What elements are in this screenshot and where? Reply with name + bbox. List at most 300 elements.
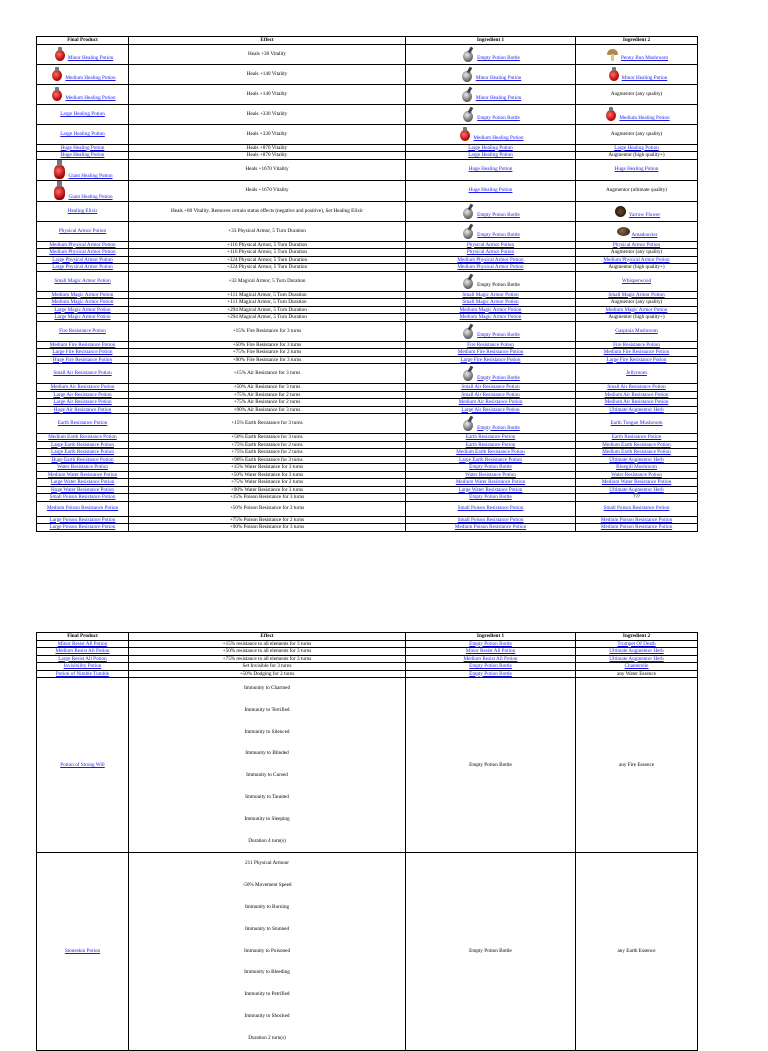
header-ingredient-1: Ingredient 1 [406,633,576,641]
ingredient-2-cell [576,524,698,532]
ingredient-2-link[interactable]: Ultimate Augmentor Herb [609,655,664,662]
table-row [37,291,698,299]
final-product-cell [37,159,129,180]
ingredient-2-text: Augmentor (high quality+) [608,314,665,320]
ingredient-2-link[interactable]: Large Fire Resistance Potion [606,356,667,363]
table-row [37,399,698,407]
final-product-link[interactable]: Large Resist All Potion [58,655,107,662]
ingredient-2-link[interactable]: Bluegill Mushroom [616,464,657,470]
effect-cell: +294 Magical Armor, 5 Turn Duration [129,306,406,314]
ingredient-1-link[interactable]: Empty Potion Bottle [477,424,520,431]
ingredient-2-link[interactable]: Jellyroom [626,370,647,377]
empty-bottle-icon [461,107,476,122]
final-product-link[interactable]: Medium Fire Resistance Potion [49,341,116,348]
effect-cell: +50% Earth Resistance for 3 turns [129,434,406,442]
ingredient-2-text: ??? [633,494,640,500]
ingredient-2-cell [576,256,698,264]
final-product-link[interactable]: Physical Armor Potion [58,227,107,234]
empty-bottle-icon [461,47,476,62]
empty-bottle-icon [460,87,475,102]
final-product-cell [37,341,129,349]
final-product-link[interactable]: Large Fire Resistance Potion [52,349,113,355]
ingredient-1-link[interactable]: Huge Healing Potion [468,187,513,194]
final-product-link[interactable]: Large Healing Potion [60,130,105,137]
ingredient-1-link[interactable]: Empty Potion Bottle [477,55,520,61]
table-row [37,384,698,392]
ingredient-2-cell [576,464,698,472]
final-product-link[interactable]: Large Healing Potion [60,110,105,117]
effect-line: 211 Physical Armour [245,860,289,867]
effect-line: Immunity to Petrified [244,991,290,998]
ingredient-1-cell [406,441,576,449]
final-product-cell [37,516,129,524]
empty-bottle-icon [460,67,475,82]
ingredient-2-link[interactable]: Small Air Resistance Potion [607,384,666,390]
ingredient-1-cell [406,221,576,241]
ingredient-1-cell [406,456,576,464]
final-product-link[interactable]: Water Resistance Potion [57,464,108,470]
final-product-cell [37,44,129,64]
ingredient-1-cell [406,264,576,272]
ingredient-1-cell [406,670,576,678]
ingredient-1-link[interactable]: Large Fire Resistance Potion [460,356,521,363]
final-product-link[interactable]: Healing Elixir [67,207,98,214]
table-row [37,314,698,322]
giant-potion-icon [52,160,67,180]
ingredient-1-cell [406,241,576,249]
ingredient-1-link[interactable]: Empty Potion Bottle [469,640,512,647]
final-product-link[interactable]: Large Water Resistance Potion [50,479,115,485]
final-product-link[interactable]: Invisibility Potion [63,663,102,669]
ingredient-2-cell [576,479,698,487]
ingredient-2-cell [576,384,698,392]
ingredient-1-cell [406,663,576,671]
final-product-cell [37,464,129,472]
ingredient-1-link[interactable]: Small Magic Armor Potion [462,291,519,298]
final-product-cell [37,853,129,1050]
ingredient-2-link[interactable]: Water Resistance Potion [611,471,662,478]
effect-cell: +75% Air Resistance for 2 turns [129,399,406,407]
table-row [37,486,698,494]
ingredient-1-link[interactable]: Huge Healing Potion [468,166,513,173]
ingredient-1-link[interactable]: Large Healing Potion [468,152,513,158]
ingredient-1-link[interactable]: Small Air Resistance Potion [461,384,520,390]
ingredient-1-cell [406,44,576,64]
ingredient-2-link[interactable]: Chanterelle [624,663,649,669]
final-product-cell [37,655,129,663]
table-row [37,678,698,853]
ingredient-2-link[interactable]: Medium Air Resistance Potion [604,391,669,398]
effect-line: -50% Movement Speed [242,882,292,889]
final-product-link[interactable]: Medium Air Resistance Potion [50,384,115,390]
ingredient-1-link[interactable]: Empty Potion Bottle [477,232,520,238]
ingredient-2-link[interactable]: Medium Poison Resistance Potion [600,524,673,530]
ingredient-1-link[interactable]: Empty Potion Bottle [477,374,520,381]
effect-cell: +116 Physical Armor, 5 Turn Duration [129,241,406,249]
final-product-cell [37,201,129,221]
effect-cell: +90% Air Resistance for 3 turns [129,406,406,414]
final-product-link[interactable]: Small Poison Resistance Potion [49,494,116,500]
effect-cell: Heals +1670 Vitality [129,159,406,180]
header-final-product: Final Product [37,37,129,45]
giant-potion-icon [52,181,67,201]
final-product-cell [37,399,129,407]
ingredient-1-link[interactable]: Empty Potion Bottle [477,115,520,121]
ingredient-2-cell [576,299,698,307]
final-product-cell [37,221,129,241]
ingredient-2-text: Augmentor (any quality) [610,249,663,255]
ingredient-1-link[interactable]: Large Air Resistance Potion [461,406,520,413]
table-row [37,84,698,104]
ingredient-2-cell [576,501,698,516]
ingredient-2-cell [576,314,698,322]
ingredient-2-link[interactable]: Penny Bun Mushroom [621,55,668,61]
ingredient-2-link[interactable]: Whisperwood [621,277,652,284]
ingredient-2-link[interactable]: Medium Healing Potion [619,115,670,121]
final-product-cell [37,406,129,414]
ingredient-2-cell [576,364,698,384]
final-product-link[interactable]: Large Air Resistance Potion [53,391,112,398]
final-product-cell [37,299,129,307]
final-product-link[interactable]: Small Magic Armor Potion [54,277,111,284]
effect-cell: +75% Earth Resistance for 2 turns [129,441,406,449]
final-product-link[interactable]: Medium Magic Armor Potion [51,291,114,298]
ingredient-1-link[interactable]: Minor Healing Potion [475,95,522,101]
header-final-product: Final Product [37,633,129,641]
table-row [37,456,698,464]
ingredient-1-link[interactable]: Small Magic Armor Potion [462,299,519,305]
effect-cell: +75% Fire Resistance for 2 turns [129,349,406,357]
ingredient-1-link[interactable]: Medium Physical Armor Potion [457,256,524,263]
effect-line: Immunity to Blinded [245,750,289,757]
ingredient-2-link[interactable]: Medium Earth Resistance Potion [602,441,671,448]
table-row [37,124,698,144]
effect-cell: Heals +80 Vitality. Removes certain status effects (negative and positive), Set Healing Elixir [129,201,406,221]
ingredient-1-cell [406,291,576,299]
final-product-link[interactable]: Large Magic Armor Potion [54,306,111,313]
final-product-link[interactable]: Fire Resistance Potion [59,327,106,334]
ingredient-2-cell [576,434,698,442]
ingredient-1-link[interactable]: Medium Healing Potion [473,135,524,141]
final-product-link[interactable]: Large Poison Resistance Potion [49,524,116,530]
healing-potion-icon [457,127,472,142]
final-product-link[interactable]: Large Earth Resistance Potion [51,449,114,455]
ingredient-1-cell [406,299,576,307]
ingredient-1-cell [406,479,576,487]
final-product-cell [37,434,129,442]
table-row [37,501,698,516]
ingredient-2-link[interactable]: Ultimate Augmentor Herb [609,648,664,654]
effect-cell: +15% Fire Resistance for 3 turns [129,321,406,341]
table-row [37,152,698,160]
ingredient-1-cell [406,144,576,152]
ingredient-2-link[interactable]: Huge Healing Potion [614,166,659,173]
ingredient-1-link[interactable]: Medium Poison Resistance Potion [454,524,527,530]
ingredient-1-link[interactable]: Medium Fire Resistance Potion [457,349,524,355]
final-product-cell [37,249,129,257]
final-product-link[interactable]: Medium Water Resistance Potion [47,471,118,478]
table-row [37,663,698,671]
effect-cell: +15% Earth Resistance for 3 turns [129,414,406,434]
final-product-cell [37,364,129,384]
amadouvier-icon [616,224,631,239]
ingredient-2-cell [576,291,698,299]
ingredient-1-cell [406,356,576,364]
final-product-cell [37,321,129,341]
final-product-cell [37,152,129,160]
ingredient-1-link[interactable]: Empty Potion Bottle [469,464,512,470]
final-product-link[interactable]: Medium Healing Potion [65,95,116,101]
final-product-link[interactable]: Huge Air Resistance Potion [53,406,112,413]
ingredient-2-cell [576,486,698,494]
ingredient-1-link[interactable]: Earth Resistance Potion [465,441,516,448]
final-product-link[interactable]: Minor Healing Potion [67,55,114,61]
ingredient-1-cell [406,406,576,414]
final-product-cell [37,391,129,399]
final-product-link[interactable]: Huge Healing Potion [60,152,105,158]
effect-cell: +294 Magical Armor, 5 Turn Duration [129,314,406,322]
final-product-link[interactable]: Giant Healing Potion [68,194,113,200]
effect-line: Duration 4 turn(s) [248,837,286,844]
table-row [37,64,698,84]
effect-cell: Heals +870 Vitality [129,152,406,160]
table-row [37,479,698,487]
final-product-cell [37,471,129,479]
final-product-cell [37,144,129,152]
final-product-cell [37,640,129,648]
ingredient-1-link[interactable]: Fire Resistance Potion [467,341,514,348]
effect-cell: +15% resistance to all elements for 3 turns [129,640,406,648]
ingredient-2-link[interactable]: Amadouvier [631,232,658,238]
ingredient-2-link[interactable]: Ultimate Augmentor Herb [609,486,664,493]
table-row [37,104,698,124]
table-row [37,249,698,257]
ingredient-1-link[interactable]: Large Water Resistance Potion [458,486,523,493]
ingredient-2-cell [576,64,698,84]
table-row [37,494,698,502]
ingredient-1-link[interactable]: Empty Potion Bottle [469,670,512,677]
table-row [37,356,698,364]
table-row [37,524,698,532]
ingredient-2-link[interactable]: Earth Resistance Potion [611,434,662,440]
healing-potion-icon [49,67,64,82]
ingredient-2-cell [576,471,698,479]
empty-bottle-icon [461,324,476,339]
final-product-link[interactable]: Medium Resist All Potion [55,648,110,654]
ingredient-2-link[interactable]: Small Poison Resistance Potion [603,505,670,512]
ingredient-1-text: Empty Potion Bottle [477,282,520,288]
table-row [37,853,698,1050]
final-product-cell [37,306,129,314]
table-row [37,180,698,201]
final-product-link[interactable]: Medium Magic Armor Potion [51,299,114,305]
ingredient-1-link[interactable]: Minor Healing Potion [475,75,522,81]
ingredient-1-cell [406,414,576,434]
final-product-cell [37,314,129,322]
ingredient-2-link[interactable]: Medium Fire Resistance Potion [603,349,670,355]
ingredient-2-link[interactable]: Medium Air Resistance Potion [604,399,669,405]
final-product-cell [37,670,129,678]
ingredient-2-cell [576,321,698,341]
ingredient-2-link[interactable]: Small Magic Armor Potion [608,291,665,298]
table-header-row [37,633,698,641]
ingredient-1-link[interactable]: Water Resistance Potion [465,471,516,478]
effect-cell: +90% Earth Resistance for 3 turns [129,456,406,464]
ingredient-2-text: Augmentor (any quality) [610,90,663,97]
final-product-link[interactable]: Large Magic Armor Potion [54,314,111,320]
ingredient-1-link[interactable]: Small Air Resistance Potion [461,391,520,398]
ingredient-1-link[interactable]: Medium Resist All Potion [463,655,518,662]
ingredient-1-cell: Empty Potion Bottle [406,853,576,1050]
ingredient-2-link[interactable]: Gaspinia Mushroom [615,327,658,334]
ingredient-2-link[interactable]: Ultimate Augmentor Herb [609,406,664,413]
ingredient-1-cell [406,306,576,314]
ingredient-2-cell [576,271,698,291]
ingredient-2-cell [576,640,698,648]
table-row [37,221,698,241]
ingredient-2-link[interactable]: Medium Earth Resistance Potion [602,449,671,455]
ingredient-2-link[interactable]: Minor Healing Potion [621,75,668,81]
table-row [37,341,698,349]
ingredient-1-link[interactable]: Medium Physical Armor Potion [457,264,524,270]
effect-cell: Heals +870 Vitality [129,144,406,152]
ingredient-1-link[interactable]: Large Healing Potion [468,144,513,151]
ingredient-1-cell [406,501,576,516]
final-product-link[interactable]: Giant Healing Potion [68,173,113,179]
ingredient-1-link[interactable]: Medium Magic Armor Potion [459,314,522,320]
table-row [37,441,698,449]
effect-cell: Set Invisible for 3 turns [129,663,406,671]
empty-bottle-icon [461,416,476,431]
ingredient-1-link[interactable]: Empty Potion Bottle [477,332,520,338]
ingredient-1-cell [406,384,576,392]
ingredient-1-link[interactable]: Medium Earth Resistance Potion [456,449,525,455]
final-product-cell [37,256,129,264]
effect-cell: Heals +140 Vitality [129,84,406,104]
ingredient-1-link[interactable]: Large Earth Resistance Potion [459,456,522,463]
final-product-link[interactable]: Small Air Resistance Potion [53,370,112,377]
table-row [37,648,698,656]
ingredient-2-link[interactable]: Medium Poison Resistance Potion [600,516,673,523]
effect-cell [129,853,406,1050]
table-row [37,364,698,384]
ingredient-2-link[interactable]: Yarrow Flower [628,212,661,218]
final-product-cell [37,180,129,201]
final-product-link[interactable]: Medium Physical Armor Potion [49,241,116,248]
ingredient-1-link[interactable]: Medium Air Resistance Potion [458,399,523,405]
ingredient-2-link[interactable]: Trumpet Of Death [617,640,656,647]
effect-cell: Heals +140 Vitality [129,64,406,84]
ingredient-2-link[interactable]: Earth Tongue Mushroom [610,420,663,427]
ingredient-2-link[interactable]: Medium Physical Armor Potion [603,256,670,263]
ingredient-1-link[interactable]: Medium Water Resistance Potion [455,479,526,485]
ingredient-2-link[interactable]: Fire Resistance Potion [613,341,660,348]
final-product-link[interactable]: Huge Fire Resistance Potion [52,356,113,363]
ingredient-2-cell [576,241,698,249]
effect-cell: Heals +330 Vitality [129,124,406,144]
ingredient-1-cell [406,648,576,656]
ingredient-1-link[interactable]: Earth Resistance Potion [465,434,516,440]
final-product-link[interactable]: Earth Resistance Potion [57,420,108,427]
ingredient-2-link[interactable]: Medium Magic Armor Potion [605,306,668,313]
ingredient-2-cell [576,44,698,64]
ingredient-1-link[interactable]: Empty Potion Bottle [469,663,512,669]
ingredient-2-cell [576,249,698,257]
final-product-cell [37,84,129,104]
final-product-cell [37,524,129,532]
effect-cell: +32 Magical Armor, 5 Turn Duration [129,271,406,291]
table-row [37,655,698,663]
final-product-link[interactable]: Stoneskin Potion [64,948,101,955]
ingredient-2-link[interactable]: Ultimate Augmentor Herb [609,456,664,463]
final-product-link[interactable]: Large Physical Armor Potion [52,264,113,270]
ingredient-2-link[interactable]: Medium Water Resistance Potion [601,479,672,485]
final-product-cell [37,501,129,516]
ingredient-2-cell [576,494,698,502]
ingredient-1-link[interactable]: Empty Potion Bottle [469,494,512,500]
final-product-link[interactable]: Medium Earth Resistance Potion [48,434,117,440]
final-product-link[interactable]: Minor Resist All Potion [57,640,108,647]
ingredient-1-link[interactable]: Physical Armor Potion [466,241,515,248]
ingredient-2-cell [576,84,698,104]
final-product-link[interactable]: Large Air Resistance Potion [53,399,112,405]
ingredient-1-cell [406,124,576,144]
final-product-cell [37,441,129,449]
ingredient-1-link[interactable]: Empty Potion Bottle [477,212,520,218]
table-row [37,264,698,272]
effect-cell: +50% Water Resistance for 3 turns [129,471,406,479]
final-product-link[interactable]: Medium Physical Armor Potion [49,249,116,255]
ingredient-1-link[interactable]: Physical Armor Potion [466,249,515,255]
ingredient-2-cell [576,180,698,201]
final-product-link[interactable]: Potion of Nimble Tumble [55,670,110,677]
ingredient-2-cell [576,516,698,524]
ingredient-1-link[interactable]: Small Poison Resistance Potion [457,516,524,523]
final-product-cell [37,356,129,364]
final-product-cell [37,349,129,357]
ingredient-2-link[interactable]: Large Healing Potion [614,144,659,151]
ingredient-1-cell [406,271,576,291]
ingredient-2-cell [576,159,698,180]
final-product-link[interactable]: Huge Earth Resistance Potion [51,456,114,463]
effect-cell: +75% Water Resistance for 2 turns [129,479,406,487]
table-row [37,271,698,291]
final-product-link[interactable]: Medium Healing Potion [65,75,116,81]
ingredient-2-cell [576,152,698,160]
ingredient-2-cell: any Earth Essence [576,853,698,1050]
healing-potion-icon [52,47,67,62]
effect-line: Immunity to Terrified [244,706,290,713]
ingredient-2-cell [576,449,698,457]
final-product-link[interactable]: Medium Poison Resistance Potion [46,505,119,512]
final-product-link[interactable]: Huge Water Resistance Potion [50,486,115,493]
ingredient-1-link[interactable]: Small Poison Resistance Potion [457,505,524,512]
ingredient-1-link[interactable]: Medium Magic Armor Potion [459,306,522,313]
ingredient-2-link[interactable]: Physical Armor Potion [612,241,661,248]
final-product-link[interactable]: Potion of Strong Will [60,761,105,768]
table-row [37,516,698,524]
effect-cell [129,678,406,853]
final-product-link[interactable]: Large Poison Resistance Potion [49,516,116,523]
final-product-link[interactable]: Large Earth Resistance Potion [51,441,114,448]
ingredient-1-cell [406,655,576,663]
final-product-link[interactable]: Large Physical Armor Potion [52,256,113,263]
final-product-link[interactable]: Huge Healing Potion [60,144,105,151]
effect-cell: +75% Air Resistance for 2 turns [129,391,406,399]
ingredient-1-link[interactable]: Minor Resist All Potion [465,648,516,654]
ingredient-2-cell [576,655,698,663]
ingredient-1-cell [406,399,576,407]
